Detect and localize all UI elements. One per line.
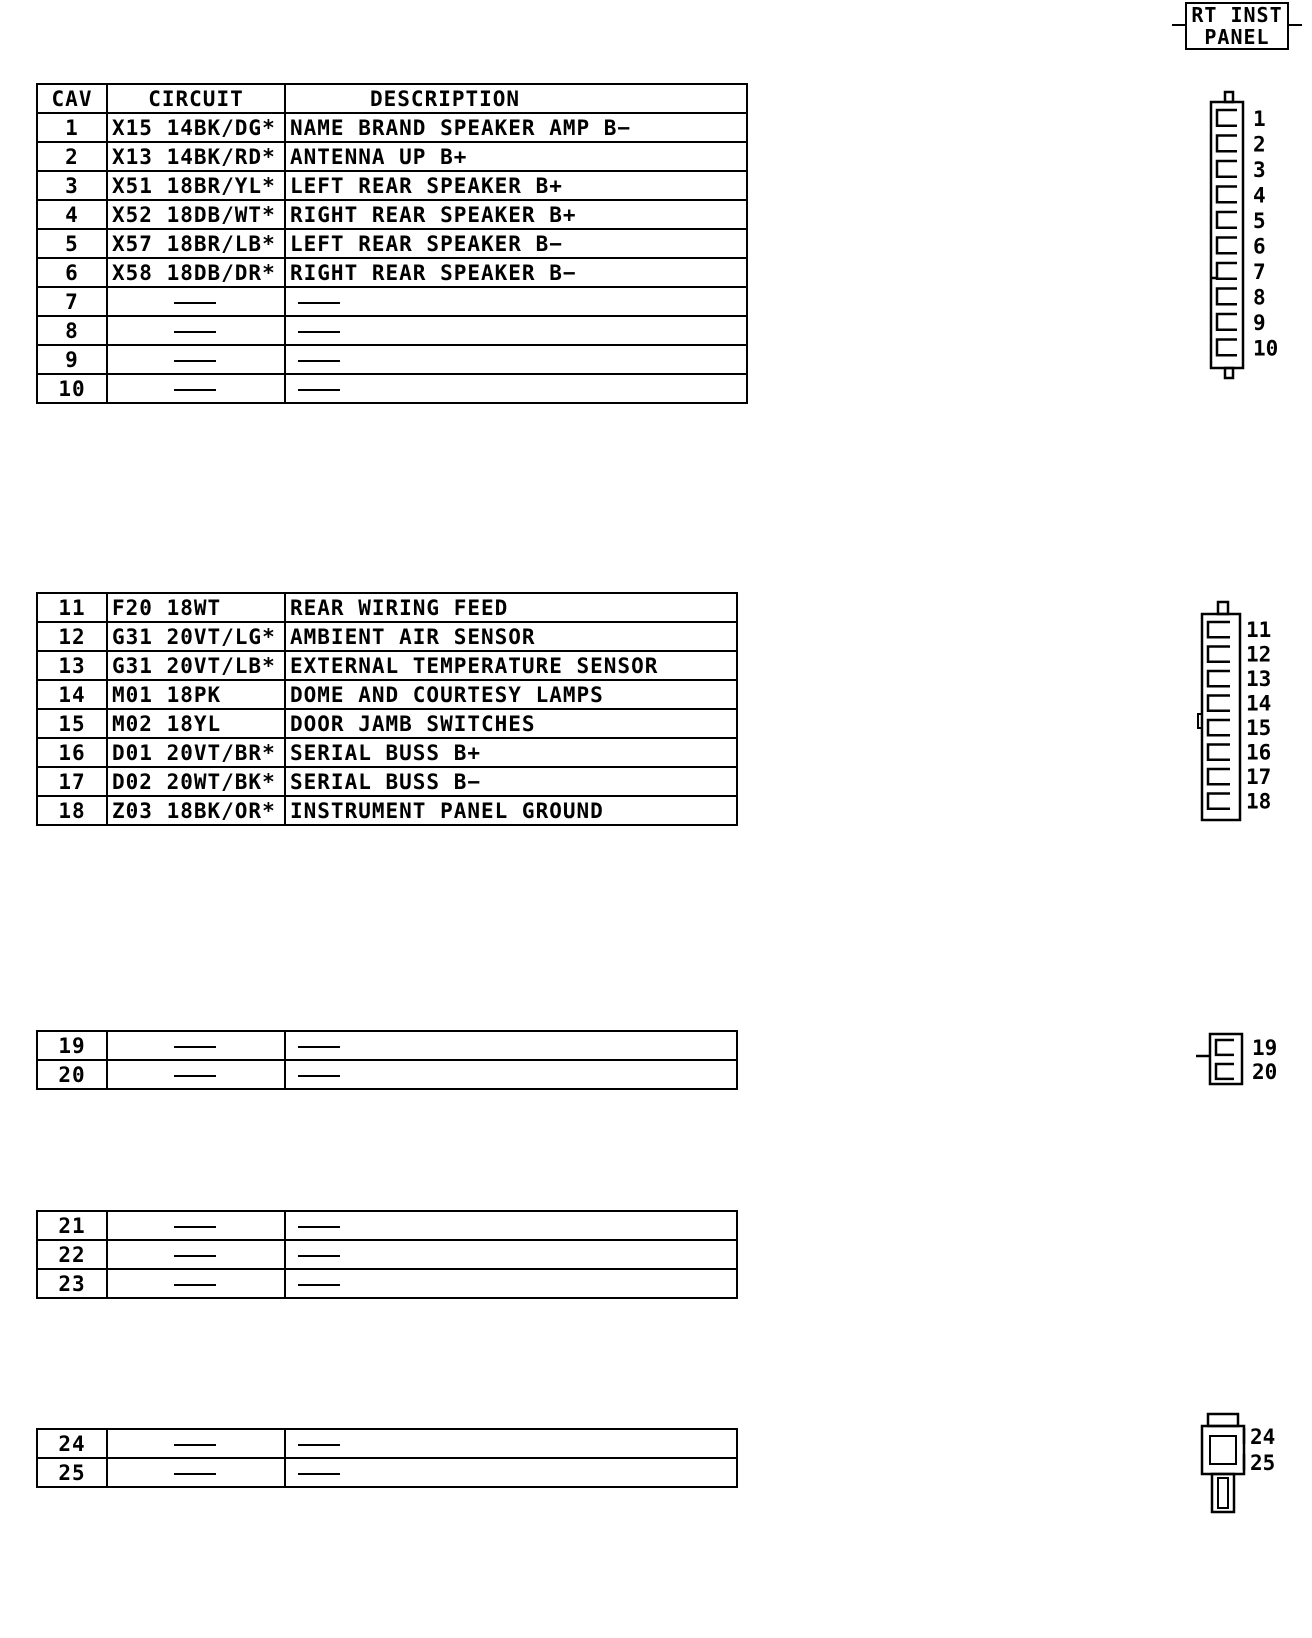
cav-cell: 20 bbox=[37, 1060, 107, 1089]
cav-cell: 8 bbox=[37, 316, 107, 345]
header-description: DESCRIPTION bbox=[285, 84, 747, 113]
pinout-table-2 bbox=[36, 592, 738, 826]
circuit-cell: X58 18DB/DR* bbox=[107, 258, 285, 287]
cav-cell: 11 bbox=[37, 593, 107, 622]
description-cell bbox=[285, 1269, 737, 1298]
empty-dash bbox=[174, 1046, 216, 1048]
table-row bbox=[37, 1060, 737, 1089]
circuit-cell bbox=[107, 345, 285, 374]
cav-cell: 21 bbox=[37, 1211, 107, 1240]
empty-dash bbox=[174, 1444, 216, 1446]
empty-dash bbox=[174, 389, 216, 391]
cav-cell: 3 bbox=[37, 171, 107, 200]
pin-number: 9 bbox=[1253, 310, 1266, 335]
pin-number: 25 bbox=[1250, 1451, 1276, 1476]
circuit-cell: F20 18WT bbox=[107, 593, 285, 622]
description-cell bbox=[285, 1060, 737, 1089]
description-cell: INSTRUMENT PANEL GROUND bbox=[285, 796, 737, 825]
table-row bbox=[37, 316, 747, 345]
circuit-cell: X13 14BK/RD* bbox=[107, 142, 285, 171]
connector-diagram-2 bbox=[1198, 602, 1298, 832]
connector-label-line1: RT INST bbox=[1191, 3, 1283, 27]
pin-cavity bbox=[1217, 136, 1237, 152]
description-cell bbox=[285, 1458, 737, 1487]
empty-dash bbox=[174, 1226, 216, 1228]
pin-number: 13 bbox=[1246, 667, 1272, 692]
circuit-cell bbox=[107, 1031, 285, 1060]
empty-dash bbox=[298, 1473, 340, 1475]
pin-cavity bbox=[1208, 696, 1230, 711]
empty-dash bbox=[174, 302, 216, 304]
cav-cell: 2 bbox=[37, 142, 107, 171]
table-row bbox=[37, 709, 737, 738]
empty-dash bbox=[174, 360, 216, 362]
cav-cell: 22 bbox=[37, 1240, 107, 1269]
empty-dash bbox=[174, 331, 216, 333]
empty-dash bbox=[174, 1473, 216, 1475]
circuit-cell: D01 20VT/BR* bbox=[107, 738, 285, 767]
circuit-cell: D02 20WT/BK* bbox=[107, 767, 285, 796]
description-cell: LEFT REAR SPEAKER B− bbox=[285, 229, 747, 258]
pin-number: 10 bbox=[1253, 336, 1279, 361]
pin-number: 8 bbox=[1253, 285, 1266, 310]
pin-cavity bbox=[1217, 289, 1237, 305]
cav-cell: 10 bbox=[37, 374, 107, 403]
circuit-cell: X52 18DB/WT* bbox=[107, 200, 285, 229]
connector-diagram-3 bbox=[1196, 1030, 1286, 1090]
table-row bbox=[37, 622, 737, 651]
pinout-table-1 bbox=[36, 83, 748, 404]
table-row bbox=[37, 229, 747, 258]
description-cell bbox=[285, 1211, 737, 1240]
cav-cell: 13 bbox=[37, 651, 107, 680]
circuit-cell: G31 20VT/LB* bbox=[107, 651, 285, 680]
description-cell bbox=[285, 1429, 737, 1458]
empty-dash bbox=[298, 389, 340, 391]
pin-number: 15 bbox=[1246, 716, 1272, 741]
circuit-cell bbox=[107, 1211, 285, 1240]
connector-label bbox=[1185, 2, 1289, 50]
empty-dash bbox=[298, 360, 340, 362]
description-cell: RIGHT REAR SPEAKER B+ bbox=[285, 200, 747, 229]
circuit-cell bbox=[107, 1429, 285, 1458]
pin-number: 4 bbox=[1253, 183, 1266, 208]
pin-cavity bbox=[1217, 238, 1237, 254]
table-row bbox=[37, 142, 747, 171]
pin-number: 3 bbox=[1253, 157, 1266, 182]
description-cell: AMBIENT AIR SENSOR bbox=[285, 622, 737, 651]
description-cell bbox=[285, 1240, 737, 1269]
table-row bbox=[37, 287, 747, 316]
description-cell bbox=[285, 316, 747, 345]
table-row bbox=[37, 651, 737, 680]
circuit-cell: X57 18BR/LB* bbox=[107, 229, 285, 258]
empty-dash bbox=[298, 1075, 340, 1077]
cav-cell: 19 bbox=[37, 1031, 107, 1060]
pin-number: 2 bbox=[1253, 132, 1266, 157]
description-cell bbox=[285, 1031, 737, 1060]
pin-number: 14 bbox=[1246, 691, 1272, 716]
table-header-row bbox=[37, 84, 747, 113]
description-cell bbox=[285, 345, 747, 374]
table-row bbox=[37, 171, 747, 200]
pin-number: 16 bbox=[1246, 740, 1272, 765]
cav-cell: 12 bbox=[37, 622, 107, 651]
pin-cavity bbox=[1217, 212, 1237, 228]
circuit-cell: X51 18BR/YL* bbox=[107, 171, 285, 200]
connector-diagram-1 bbox=[1205, 92, 1295, 382]
table-row bbox=[37, 1429, 737, 1458]
description-cell: SERIAL BUSS B+ bbox=[285, 738, 737, 767]
cav-cell: 6 bbox=[37, 258, 107, 287]
pin-number: 19 bbox=[1252, 1035, 1278, 1060]
cav-cell: 7 bbox=[37, 287, 107, 316]
circuit-cell: M02 18YL bbox=[107, 709, 285, 738]
table-row bbox=[37, 258, 747, 287]
pin-cavity bbox=[1217, 340, 1237, 356]
description-cell: LEFT REAR SPEAKER B+ bbox=[285, 171, 747, 200]
description-cell bbox=[285, 374, 747, 403]
table-row bbox=[37, 1269, 737, 1298]
pin-cavity bbox=[1208, 794, 1230, 809]
pin-cavity bbox=[1217, 263, 1237, 279]
pin-number: 1 bbox=[1253, 106, 1266, 131]
circuit-cell: X15 14BK/DG* bbox=[107, 113, 285, 142]
description-cell: DOME AND COURTESY LAMPS bbox=[285, 680, 737, 709]
pin-number: 12 bbox=[1246, 642, 1272, 667]
cav-cell: 5 bbox=[37, 229, 107, 258]
table-row bbox=[37, 593, 737, 622]
cav-cell: 16 bbox=[37, 738, 107, 767]
table-row bbox=[37, 200, 747, 229]
pin-cavity bbox=[1208, 671, 1230, 686]
table-row bbox=[37, 1031, 737, 1060]
pin-number: 24 bbox=[1250, 1425, 1276, 1450]
connector-diagram-4 bbox=[1198, 1414, 1288, 1524]
circuit-cell bbox=[107, 1060, 285, 1089]
description-cell: REAR WIRING FEED bbox=[285, 593, 737, 622]
header-circuit: CIRCUIT bbox=[107, 84, 285, 113]
header-cav: CAV bbox=[37, 84, 107, 113]
pin-number: 11 bbox=[1246, 618, 1272, 643]
circuit-cell bbox=[107, 374, 285, 403]
table-row bbox=[37, 345, 747, 374]
cav-cell: 14 bbox=[37, 680, 107, 709]
cav-cell: 9 bbox=[37, 345, 107, 374]
pin-cavity bbox=[1208, 622, 1230, 637]
circuit-cell bbox=[107, 316, 285, 345]
empty-dash bbox=[298, 1444, 340, 1446]
pin-number: 18 bbox=[1246, 789, 1272, 814]
table-row bbox=[37, 1211, 737, 1240]
circuit-cell bbox=[107, 1240, 285, 1269]
pin-cavity bbox=[1216, 1064, 1234, 1079]
circuit-cell: Z03 18BK/OR* bbox=[107, 796, 285, 825]
description-cell: ANTENNA UP B+ bbox=[285, 142, 747, 171]
empty-dash bbox=[298, 1046, 340, 1048]
pin-cavity bbox=[1208, 769, 1230, 784]
table-row bbox=[37, 1458, 737, 1487]
empty-dash bbox=[298, 1226, 340, 1228]
empty-dash bbox=[298, 1284, 340, 1286]
cav-cell: 17 bbox=[37, 767, 107, 796]
description-cell: EXTERNAL TEMPERATURE SENSOR bbox=[285, 651, 737, 680]
table-row bbox=[37, 680, 737, 709]
pin-cavity bbox=[1217, 161, 1237, 177]
description-cell: SERIAL BUSS B− bbox=[285, 767, 737, 796]
cav-cell: 4 bbox=[37, 200, 107, 229]
pin-number: 17 bbox=[1246, 765, 1272, 790]
pin-number: 6 bbox=[1253, 234, 1266, 259]
table-row bbox=[37, 796, 737, 825]
pin-cavity bbox=[1208, 647, 1230, 662]
pin-number: 5 bbox=[1253, 208, 1266, 233]
pin-number: 7 bbox=[1253, 259, 1266, 284]
pin-cavity bbox=[1217, 314, 1237, 330]
empty-dash bbox=[298, 302, 340, 304]
pin-cavity bbox=[1217, 187, 1237, 203]
description-cell: DOOR JAMB SWITCHES bbox=[285, 709, 737, 738]
cav-cell: 1 bbox=[37, 113, 107, 142]
description-cell: RIGHT REAR SPEAKER B− bbox=[285, 258, 747, 287]
circuit-cell: M01 18PK bbox=[107, 680, 285, 709]
connector-label-line2: PANEL bbox=[1204, 25, 1270, 49]
circuit-cell bbox=[107, 1458, 285, 1487]
empty-dash bbox=[174, 1075, 216, 1077]
empty-dash bbox=[174, 1284, 216, 1286]
description-cell: NAME BRAND SPEAKER AMP B− bbox=[285, 113, 747, 142]
description-cell bbox=[285, 287, 747, 316]
cav-cell: 24 bbox=[37, 1429, 107, 1458]
circuit-cell bbox=[107, 287, 285, 316]
pinout-table-5 bbox=[36, 1428, 738, 1488]
pin-cavity bbox=[1216, 1040, 1234, 1055]
pin-number: 20 bbox=[1252, 1059, 1278, 1084]
circuit-cell bbox=[107, 1269, 285, 1298]
pinout-table-3 bbox=[36, 1030, 738, 1090]
pin-cavity bbox=[1217, 110, 1237, 126]
cav-cell: 25 bbox=[37, 1458, 107, 1487]
empty-dash bbox=[298, 331, 340, 333]
circuit-cell: G31 20VT/LG* bbox=[107, 622, 285, 651]
pinout-table-4 bbox=[36, 1210, 738, 1299]
cav-cell: 23 bbox=[37, 1269, 107, 1298]
cav-cell: 15 bbox=[37, 709, 107, 738]
empty-dash bbox=[174, 1255, 216, 1257]
table-row bbox=[37, 374, 747, 403]
empty-dash bbox=[298, 1255, 340, 1257]
table-row bbox=[37, 1240, 737, 1269]
pin-cavity bbox=[1208, 745, 1230, 760]
table-row bbox=[37, 767, 737, 796]
table-row bbox=[37, 113, 747, 142]
pin-cavity bbox=[1208, 720, 1230, 735]
table-row bbox=[37, 738, 737, 767]
cav-cell: 18 bbox=[37, 796, 107, 825]
